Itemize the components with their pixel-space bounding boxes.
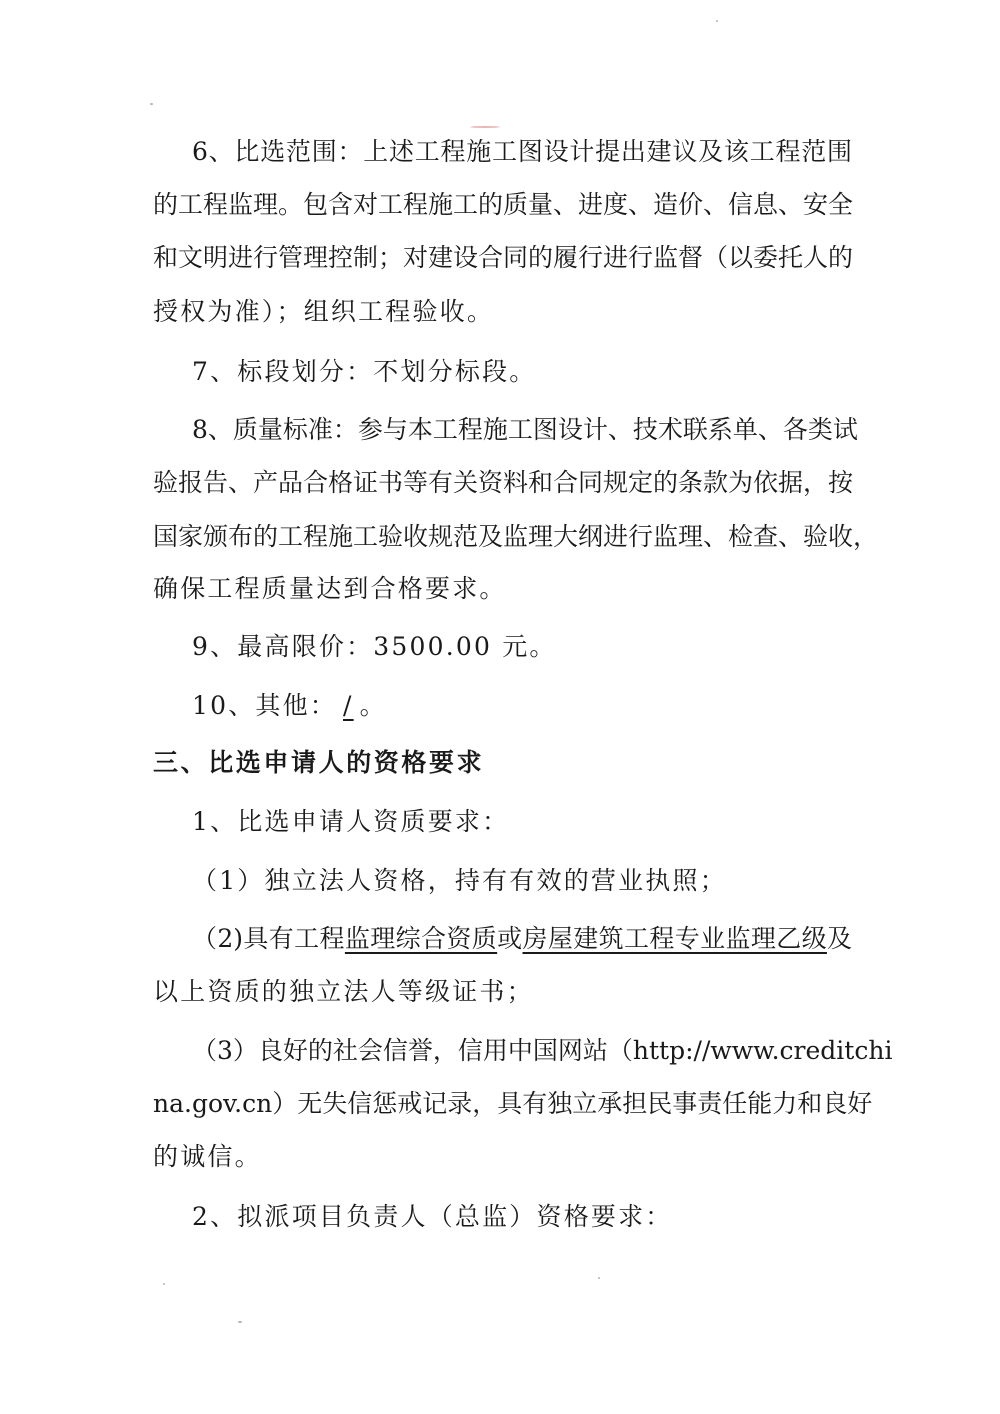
item-1-3-line-3: 的诚信。	[153, 1142, 262, 1171]
paragraph-10-label: 10、其他：	[192, 691, 338, 720]
item-1-3-line-1: （3）良好的社会信誉，信用中国网站（http://www.creditchi	[192, 1036, 893, 1065]
paragraph-6-line-1: 6、比选范围：上述工程施工图设计提出建议及该工程范围	[192, 137, 852, 166]
paragraph-8-line-2: 验报告、产品合格证书等有关资料和合同规定的条款为依据，按	[153, 468, 854, 497]
section-3-heading: 三、比选申请人的资格要求	[153, 748, 485, 777]
paragraph-6-line-2: 的工程监理。包含对工程施工的质量、进度、造价、信息、安全	[153, 190, 854, 219]
scan-speck	[150, 103, 153, 105]
paragraph-6-line-4: 授权为准）；组织工程验收。	[153, 297, 495, 326]
item-1-2-prefix: （2)具有工程	[192, 924, 345, 953]
item-1-2-line-1	[192, 919, 852, 959]
item-1-heading: 1、比选申请人资质要求：	[192, 807, 510, 836]
scan-speck	[598, 1277, 600, 1279]
item-1-2-and: 及	[826, 924, 852, 953]
scan-speck	[716, 20, 718, 22]
paragraph-8-line-3: 国家颁布的工程施工验收规范及监理大纲进行监理、检查、验收，	[153, 522, 879, 551]
scan-speck	[470, 126, 500, 128]
paragraph-6-line-3: 和文明进行管理控制；对建设合同的履行进行监督（以委托人的	[153, 243, 854, 272]
item-1-2-line-2: 以上资质的独立法人等级证书；	[153, 977, 534, 1006]
paragraph-9-price: 9、最高限价：3500.00 元。	[192, 632, 557, 661]
paragraph-7: 7、标段划分：不划分标段。	[192, 357, 537, 386]
underlined-qualification-1: 监理综合资质	[344, 924, 498, 953]
item-2-heading: 2、拟派项目负责人（总监）资格要求：	[192, 1202, 673, 1231]
underlined-qualification-2: 房屋建筑工程专业监理乙级	[522, 924, 827, 953]
item-1-3-line-2: na.gov.cn）无失信惩戒记录，具有独立承担民事责任能力和良好	[153, 1089, 873, 1118]
item-1-2-or: 或	[497, 924, 523, 953]
scan-speck	[163, 1283, 165, 1285]
paragraph-8-line-1: 8、质量标准：参与本工程施工图设计、技术联系单、各类试	[192, 415, 858, 444]
paragraph-10-value: /	[343, 691, 354, 720]
item-1-1: （1）独立法人资格，持有有效的营业执照；	[192, 866, 727, 895]
paragraph-8-line-4: 确保工程质量达到合格要求。	[153, 574, 507, 603]
paragraph-10-end: 。	[359, 691, 387, 720]
paragraph-10-other	[192, 686, 852, 726]
scan-speck	[238, 1321, 242, 1323]
